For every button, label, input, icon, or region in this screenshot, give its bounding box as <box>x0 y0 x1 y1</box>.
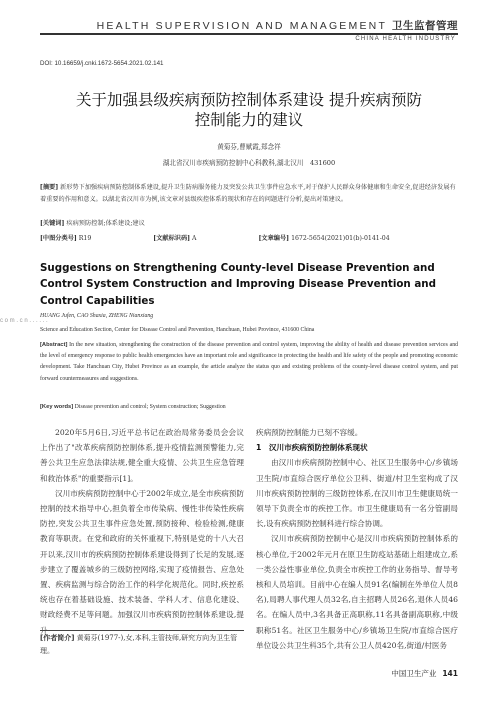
classification-line: [中图分类号] R19 [文献标识码] A [文章编号] 1672-5654(2021)01(b)-0141-04 <box>40 235 390 242</box>
body-paragraph: 疾病预防控制能力已刻不容缓。 <box>256 428 363 437</box>
english-abstract: [Abstract] In the new situation, strengthening the construction of the disease prevention and control system, improving the ability of health and disease prevention services and the level of emergency response to public health emergencies have an important role and significance in protecting the health and life safety of the people and promoting economic development. Take Hanchuan City, Hubei Province as an example, the article analyze the status quo and existing problems of the county-level disease control system, and put forward countermeasures and suggestions. <box>40 342 458 382</box>
watermark: c o m . c n . . . . . . <box>0 318 48 324</box>
english-authors: HUANG Jufen, CAO Shaxia, ZHENG Nianxiang <box>40 313 154 319</box>
page-header <box>0 0 496 46</box>
footnote-rule <box>40 630 244 631</box>
article-title: 关于加强县级疾病预防控制体系建设 提升疾病预防 控制能力的建议 <box>76 91 422 129</box>
journal-header-subtitle: CHINA HEALTH INDUSTRY <box>355 36 456 42</box>
body-paragraph: 2020年5月6日,习近平总书记在政治局常务委员会会议上作出了"改革疾病预防控制体系,提升疫情监测预警能力,完善公共卫生应急法律法规,健全重大疫情、公共卫生应急管理和救治体系"的重要指示[1]。 <box>40 428 244 483</box>
body-column-right <box>256 425 458 653</box>
abstract-cn: [摘要] 新形势下加强疾病预防控制体系建设,提升卫生防病服务能力及突发公共卫生事件应急水平,对于保护人民群众身体健康和生命安全,促进经济发展有着重要的作用和意义。以湖北省汉川市为例,该文章对县级疾控体系的现状和存在的问题进行分析,提出对策建议。 <box>40 184 456 203</box>
page-footer: 中国卫生产业 141 <box>391 669 458 678</box>
keywords-cn: [关键词] 疾病预防控制;体系建设;建议 <box>40 220 145 227</box>
author-footnote: [作者简介] 黄菊芬(1977-),女,本科,主管技师,研究方向为卫生管理。 <box>40 634 238 655</box>
authors: 黄菊芬,曹赋霞,郑念祥 <box>217 143 281 151</box>
page-number: 141 <box>442 669 458 678</box>
doi: DOI: 10.16659/j.cnki.1672-5654.2021.02.141 <box>40 60 164 67</box>
header-rule <box>40 33 458 35</box>
body-paragraph: 汉川市疾病预防控制中心于2002年成立,是全市疾病预防控制的技术指导中心,担负着全市传染病、慢性非传染性疾病防控,突发公共卫生事件应急处置,预防接种、检验检测,健康教育等职责。在党和政府的关怀重视下,特别是党的十八大召开以来,汉川市的疾病预防控制体系建设得到了长足的发展,逐步建立了覆盖城乡的三级防控网络,实现了疫情报告、应急处置、疾病监测与综合防治工作的科学化规范化。同时,疾控系统也存在着基础设施、技术装备、学科人才、信息化建设、财政经费不足等问题。加强汉川市疾病预防控制体系建设,提 <box>40 488 244 620</box>
body-paragraph: 由汉川市疾病预防控制中心、社区卫生服务中心/乡镇场卫生院/市直综合医疗单位公卫科、街道/村卫生室构成了汉川市疾病预防控制的三级防控体系,在汉川市卫生健康局统一领导下负责全市的疾控工作。市卫生健康局有一名分管副局长,设有疾病预防控制科进行综合协调。 <box>256 458 458 529</box>
body-paragraph: 汉川市疾病预防控制中心是汉川市疾病预防控制体系的核心单位,于2002年元月在原卫生防疫站基础上组建成立,系一类公益性事业单位,负责全市疾控工作的业务指导、督导考核和人员培训。目前中心在编人员91名(编制在外单位人员8名),局聘人事代理人员32名,自主招聘人员26名,退休人员46名。在编人员中,3名具备正高职称,11名具备副高职称,中级职称51名。社区卫生服务中心/乡镇场卫生院/市直综合医疗单位设公共卫生科35个,共有公卫人员420名,街道/村医务 <box>256 534 458 650</box>
english-keywords: [Key words] Disease prevention and control; System construction; Suggestion <box>40 404 226 410</box>
english-title: Suggestions on Strengthening County-level Disease Prevention and Control System Construction and Improving Disease Prevention and Control Capabilities <box>40 262 436 307</box>
body-column-left <box>40 425 244 638</box>
section-heading: 1 汉川市疾病预防控制体系现状 <box>256 443 368 453</box>
affiliation: 湖北省汉川市疾病预防控制中心科教科,湖北汉川 431600 <box>162 159 336 167</box>
english-affiliation: Science and Education Section, Center for Disease Control and Prevention, Hanchuan, Hubei Province, 431600 China <box>40 327 315 333</box>
journal-header-title: HEALTH SUPERVISION AND MANAGEMENT 卫生监督管理 <box>96 20 458 32</box>
